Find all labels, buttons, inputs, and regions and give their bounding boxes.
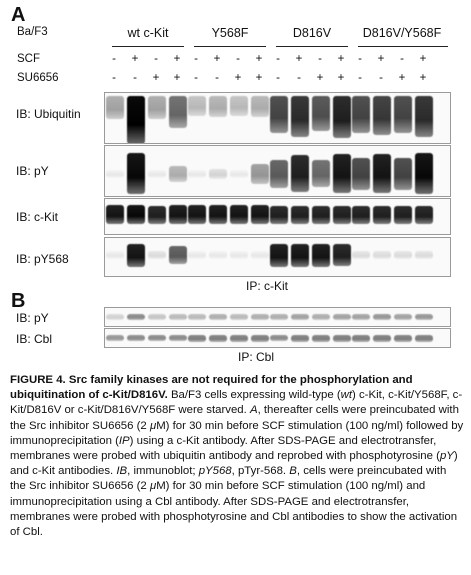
blot-band: [415, 335, 433, 342]
blot-band: [169, 314, 187, 320]
scf-sign: -: [276, 53, 280, 65]
blot-band: [230, 335, 248, 342]
blot-band: [291, 155, 309, 192]
ip-label-cbl: IP: Cbl: [238, 350, 275, 364]
blot-band: [169, 96, 187, 128]
su6656-sign: +: [316, 72, 324, 84]
figure-label: FIGURE 4.: [10, 374, 66, 386]
blot-band: [394, 158, 412, 190]
blot-band: [106, 96, 124, 119]
blot-band: [352, 206, 370, 224]
blot-band: [209, 314, 227, 320]
caption-run: μ: [149, 480, 157, 493]
blot-band: [333, 244, 351, 266]
caption-run: ) using a c-Kit antibody. After SDS-PAGE and electrotransfer, membranes were probed with ubiquitin antibody and reprobed with phosphotyrosine (: [10, 434, 440, 463]
blot-band: [270, 244, 288, 267]
su6656-sign: +: [398, 72, 406, 84]
caption-run: IP: [118, 434, 130, 447]
blot-band: [127, 244, 145, 267]
blot-band: [352, 314, 370, 320]
blot-band: [148, 251, 166, 259]
caption-run: IB: [116, 465, 128, 478]
blot-band: [169, 335, 187, 341]
figure-caption: [10, 373, 464, 540]
caption-run: Ba/F3 cells expressing wild-type (: [167, 389, 341, 402]
blot-band: [291, 335, 309, 342]
blot-band: [209, 205, 227, 224]
blot-band: [127, 335, 145, 341]
blot-band: [148, 335, 166, 341]
blot-band: [148, 314, 166, 320]
blot-band: [333, 206, 351, 224]
su6656-sign: -: [297, 72, 301, 84]
blot-band: [394, 335, 412, 342]
blot-band: [106, 170, 124, 178]
scf-sign: +: [295, 53, 303, 65]
su6656-sign: +: [234, 72, 242, 84]
scf-sign: +: [173, 53, 181, 65]
blot-band: [312, 335, 330, 342]
caption-run: wt: [340, 389, 353, 402]
blot-band: [373, 251, 391, 259]
scf-sign: +: [419, 53, 427, 65]
blot-label-py568: IB: pY568: [16, 252, 69, 266]
blot-band: [270, 160, 288, 188]
blot-band: [312, 206, 330, 224]
blot-band: [415, 314, 433, 320]
blot-band: [209, 251, 227, 259]
blot-band: [230, 96, 248, 116]
caption-run: ) and c-Kit antibodies.: [10, 450, 458, 478]
blot-band: [251, 205, 269, 224]
panel-b-letter: B: [11, 290, 26, 312]
blot-band: [291, 314, 309, 320]
blot-band: [312, 314, 330, 320]
blot-label-b-py: IB: pY: [16, 311, 49, 325]
py568-blot: [104, 237, 451, 277]
su6656-sign: +: [337, 72, 345, 84]
blot-band: [352, 251, 370, 259]
blot-band: [148, 96, 166, 119]
su6656-sign: -: [276, 72, 280, 84]
su6656-row-label: SU6656: [17, 72, 59, 84]
scf-sign: +: [377, 53, 385, 65]
panel-a-letter: A: [11, 4, 26, 26]
caption-body: [10, 389, 463, 538]
blot-band: [188, 314, 206, 320]
scf-sign: +: [213, 53, 221, 65]
group-underline: [194, 46, 266, 47]
blot-band: [394, 96, 412, 133]
blot-band: [415, 96, 433, 137]
blot-band: [188, 96, 206, 116]
blot-band: [352, 158, 370, 190]
scf-sign: +: [255, 53, 263, 65]
blot-band: [169, 166, 187, 182]
caption-run: , cells were preincubated with the Src inhibitor SU6656 (2: [10, 465, 447, 493]
blot-band: [291, 206, 309, 224]
blot-band: [230, 251, 248, 259]
scf-sign: +: [337, 53, 345, 65]
phosphotyrosine-blot: [104, 145, 451, 197]
blot-band: [270, 314, 288, 320]
group-underline: [276, 46, 348, 47]
blot-band: [312, 96, 330, 131]
scf-sign: -: [400, 53, 404, 65]
blot-band: [169, 205, 187, 224]
caption-run: pY: [439, 450, 454, 463]
blot-band: [251, 251, 269, 259]
blot-band: [251, 314, 269, 320]
blot-band: [106, 314, 124, 320]
blot-band: [312, 160, 330, 187]
su6656-sign: -: [215, 72, 219, 84]
scf-sign: -: [236, 53, 240, 65]
scf-sign: -: [318, 53, 322, 65]
blot-band: [106, 251, 124, 259]
blot-band: [291, 96, 309, 137]
blot-band: [188, 251, 206, 259]
blot-band: [188, 335, 206, 342]
blot-band: [333, 96, 351, 138]
su6656-sign: -: [358, 72, 362, 84]
scf-sign: -: [112, 53, 116, 65]
blot-band: [312, 244, 330, 267]
cell-line-label: Ba/F3: [17, 26, 48, 38]
blot-band: [251, 335, 269, 342]
blot-band: [127, 205, 145, 224]
blot-label-ckit: IB: c-Kit: [16, 210, 59, 224]
blot-band: [373, 206, 391, 224]
blot-band: [373, 154, 391, 193]
cbl-blot: [104, 328, 451, 348]
caption-run: ) c-Kit, c-Kit/Y568F, c-Kit/D816V or c-Kit/D816V/Y568F were starved.: [10, 389, 463, 417]
caption-run: M) for 30 min before SCF stimulation (100 ng/ml) and immunoprecipitation using a Cbl antibody. After SDS-PAGE and electrotransfer, membranes were probed with phosphotyrosine and Cbl antibodies to show the activation of Cbl.: [10, 480, 458, 539]
caption-run: A: [249, 404, 258, 417]
blot-band: [333, 335, 351, 342]
caption-run: , immunoblot;: [127, 465, 199, 478]
blot-band: [270, 335, 288, 341]
caption-run: B: [289, 465, 297, 478]
blot-band: [270, 96, 288, 133]
blot-band: [373, 335, 391, 342]
group-label-d816v-y568f: D816V/Y568F: [362, 26, 442, 40]
su6656-sign: +: [255, 72, 263, 84]
blot-band: [333, 154, 351, 193]
blot-label-py: IB: pY: [16, 164, 49, 178]
group-label-y568f: Y568F: [211, 26, 249, 40]
blot-band: [106, 335, 124, 341]
blot-band: [415, 153, 433, 194]
blot-band: [127, 314, 145, 320]
blot-band: [209, 96, 227, 117]
blot-band: [230, 314, 248, 320]
blot-band: [106, 205, 124, 224]
blot-band: [394, 206, 412, 224]
su6656-sign: +: [173, 72, 181, 84]
ip-label-ckit: IP: c-Kit: [246, 279, 289, 293]
ubiquitin-blot: [104, 92, 451, 144]
blot-band: [415, 251, 433, 259]
scf-sign: -: [154, 53, 158, 65]
blot-band: [188, 205, 206, 224]
su6656-sign: -: [194, 72, 198, 84]
scf-sign: -: [358, 53, 362, 65]
blot-band: [291, 244, 309, 267]
blot-band: [415, 206, 433, 224]
blot-band: [251, 164, 269, 184]
blot-band: [394, 314, 412, 320]
su6656-sign: -: [112, 72, 116, 84]
blot-band: [352, 335, 370, 342]
blot-band: [127, 96, 145, 144]
blot-band: [394, 251, 412, 259]
blot-band: [209, 169, 227, 179]
group-underline: [358, 46, 448, 47]
caption-run: M) for 30 min before SCF stimulation (100 ng/ml) followed by immunoprecipitation (: [10, 419, 464, 447]
blot-label-b-cbl: IB: Cbl: [16, 332, 53, 346]
caption-run: μ: [149, 419, 157, 432]
c-kit-blot: [104, 198, 451, 235]
blot-band: [148, 206, 166, 224]
figure-title: Src family kinases are not required for the phosphorylation and ubiquitination of c-Kit/D816V.: [10, 374, 413, 402]
blot-band: [270, 206, 288, 224]
blot-label-ubiquitin: IB: Ubiquitin: [16, 107, 81, 121]
caption-run: , thereafter cells were preincubated with the Src inhibitor SU6656 (2: [10, 404, 459, 432]
group-label-d816v: D816V: [292, 26, 332, 40]
cbl-py-blot: [104, 307, 451, 327]
su6656-sign: -: [133, 72, 137, 84]
su6656-sign: +: [152, 72, 160, 84]
blot-band: [230, 170, 248, 178]
blot-band: [251, 96, 269, 117]
blot-band: [169, 246, 187, 264]
scf-sign: +: [131, 53, 139, 65]
blot-band: [352, 96, 370, 133]
blot-band: [373, 96, 391, 135]
su6656-sign: +: [419, 72, 427, 84]
caption-run: , pTyr-568.: [231, 465, 290, 478]
scf-row-label: SCF: [17, 53, 40, 65]
group-label-wt: wt c-Kit: [127, 26, 169, 40]
blot-band: [148, 170, 166, 178]
scf-sign: -: [194, 53, 198, 65]
blot-band: [373, 314, 391, 320]
group-underline: [112, 46, 184, 47]
su6656-sign: -: [379, 72, 383, 84]
blot-band: [333, 314, 351, 320]
caption-run: pY568: [198, 465, 232, 478]
blot-band: [209, 335, 227, 342]
blot-band: [188, 170, 206, 178]
blot-band: [230, 205, 248, 224]
blot-band: [127, 153, 145, 194]
